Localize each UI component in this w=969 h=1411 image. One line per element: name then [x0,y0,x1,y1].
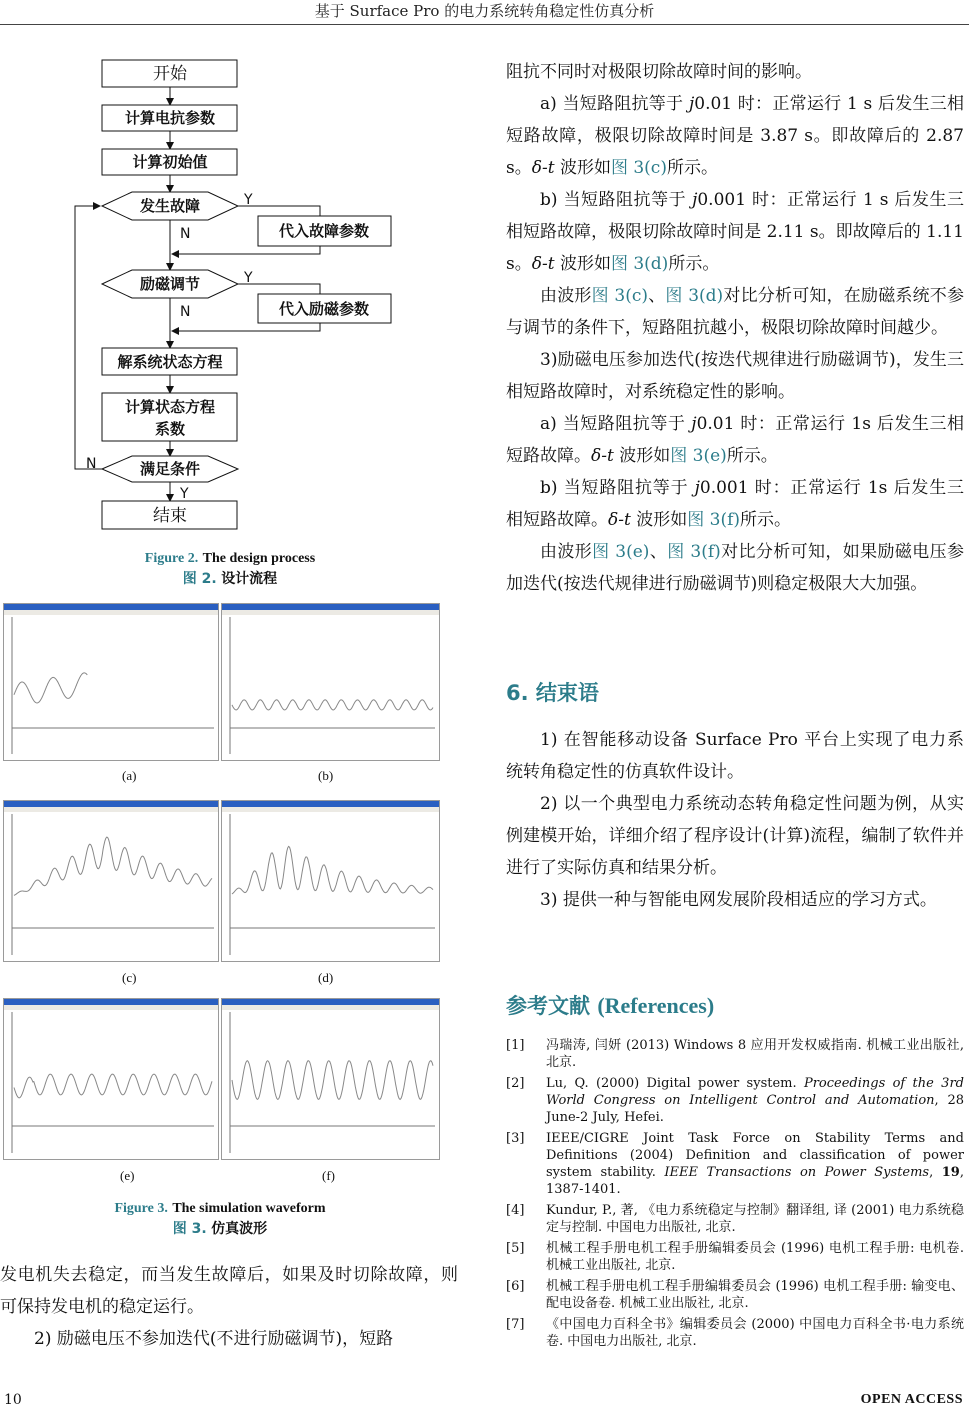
panel-label-c: (c) [122,970,137,985]
reference-item: [5] 机械工程手册电机工程手册编辑委员会 (1996) 电机工程手册: 电机卷. 机械工业出版社, 北京. [506,1241,964,1273]
flow-sub-fault-params: 代入故障参数 [278,222,370,240]
right-column-text [506,56,964,600]
figure3-label-zh: 图 3. [172,1221,207,1237]
flow-yes-condition: Y [180,486,189,502]
reference-item: [1] 冯瑞涛, 闫妍 (2013) Windows 8 应用开发权威指南. 机械工业出版社, 北京. [506,1038,964,1070]
page-number: 10 [4,1392,22,1408]
flow-calc-coef-2: 系数 [154,420,186,438]
running-header [0,0,969,21]
flow-end: 结束 [153,506,187,526]
right-paragraph-a2: a) 当短路阻抗等于 j0.01 时：正常运行 1s 后发生三相短路故障。δ-t 波形如图 3(e)所示。 [506,414,964,466]
conclusion-2: 2) 以一个典型电力系统动态转角稳定性问题为例，从实例建模开始，详细介绍了程序设计(计算)流程，编制了软件并进行了实际仿真和结果分析。 [506,794,964,878]
left-column-text [0,1259,458,1355]
reference-item: [7] 《中国电力百科全书》编辑委员会 (2000) 中国电力百科全书·电力系统卷. 中国电力出版社, 北京. [506,1317,964,1349]
flow-calc-initial: 计算初始值 [132,153,208,171]
link-fig3c[interactable]: 图 3(c) [610,158,667,178]
flow-solve-equation: 解系统状态方程 [117,353,223,371]
figure2-title-zh: 设计流程 [221,571,278,587]
waveform-trace [232,846,433,894]
sim-window-f [221,998,440,1160]
flow-fault: 发生故障 [139,197,201,215]
panel-label-a: (a) [122,768,137,783]
flow-condition: 满足条件 [139,460,201,478]
open-access-label: OPEN ACCESS [860,1392,963,1407]
right-paragraph-a1: a) 当短路阻抗等于 j0.01 时：正常运行 1 s 后发生三相短路故障，极限切除故障时间是 3.87 s。即故障后的 2.87 s。δ-t 波形如图 3(c)所示。 [506,94,965,178]
waveform-c [4,812,218,961]
flow-yes-fault: Y [244,192,253,208]
page-footer [0,1390,969,1410]
link-fig3c-2[interactable]: 图 3(c) [591,286,649,306]
flow-no-fault: N [180,226,191,242]
sim-window-a [3,603,219,761]
conclusion-text [506,724,964,916]
waveform-a [4,615,218,760]
panel-label-e: (e) [120,1168,135,1183]
waveform-d [222,812,439,961]
waveform-f [222,1010,439,1159]
figure2-title-en: The design process [202,551,316,566]
running-header-title: 基于 Surface Pro 的电力系统转角稳定性仿真分析 [314,2,655,20]
flow-no-excitation: N [180,304,191,320]
waveform-trace [232,1061,433,1100]
reference-item: [6] 机械工程手册电机工程手册编辑委员会 (1996) 电机工程手册: 输变电、配电设备卷. 机械工业出版社, 北京. [506,1279,964,1311]
waveform-trace [14,673,87,703]
flow-start: 开始 [153,64,187,84]
flow-no-condition: N [86,456,97,472]
waveform-trace [14,837,212,895]
figure3-caption [0,1198,440,1239]
reference-list [506,1037,964,1354]
flow-calc-coef-1: 计算状态方程 [124,398,216,416]
panel-label-b: (b) [318,768,334,783]
flow-sub-excitation-params: 代入励磁参数 [278,300,370,318]
sim-window-e [3,998,219,1160]
link-fig3f[interactable]: 图 3(f) [687,510,740,530]
right-paragraph-c1: 由波形图 3(c)、图 3(d)对比分析可知，在励磁系统不参与调节的条件下，短路阻抗越小，极限切除故障时间越少。 [506,286,965,338]
link-fig3e[interactable]: 图 3(e) [670,446,727,466]
conclusion-1: 1) 在智能移动设备 Surface Pro 平台上实现了电力系统转角稳定性的仿真软件设计。 [506,730,964,782]
reference-item: [4] Kundur, P., 著, 《电力系统稳定与控制》翻译组, 译 (2001) 电力系统稳定与控制. 中国电力出版社, 北京. [506,1203,964,1235]
reference-item: [2] Lu, Q. (2000) Digital power system. Proceedings of the 3rd World Congress on Intelligent Control and Automation, 28 June-2 July, Hefei. [506,1076,964,1125]
sim-window-c [3,800,219,962]
waveform-trace [14,1074,212,1098]
panel-label-d: (d) [318,970,334,985]
waveform-trace [232,700,433,710]
waveform-b [222,615,439,760]
conclusion-3: 3) 提供一种与智能电网发展阶段相适应的学习方式。 [540,890,937,910]
figure3-title-en: The simulation waveform [172,1201,326,1216]
right-paragraph-b1: b) 当短路阻抗等于 j0.001 时：正常运行 1 s 后发生三相短路故障，极限切除故障时间是 2.11 s。即故障后的 1.11 s。δ-t 波形如图 3(d)所示。 [506,190,964,274]
figure2-label-zh: 图 2. [182,571,217,587]
flowchart [60,50,420,540]
link-fig3d[interactable]: 图 3(d) [610,254,669,274]
references-title-zh: 参考文献 [506,994,590,1018]
sim-window-b [221,603,440,761]
references-title [506,990,714,1020]
flow-calc-reactance: 计算电抗参数 [124,109,216,127]
right-paragraph-b2: b) 当短路阻抗等于 j0.001 时：正常运行 1s 后发生三相短路故障。δ-t 波形如图 3(f)所示。 [506,478,965,530]
waveform-e [4,1010,218,1159]
reference-item: [3] IEEE/CIGRE Joint Task Force on Stability Terms and Definitions (2004) Definition and classification of power system stability. IEEE Transactions on Power Systems, 19, 1387-1401. [506,1131,964,1197]
section-6-title: 6. 结束语 [506,681,599,705]
link-fig3f-2[interactable]: 图 3(f) [667,542,721,562]
left-paragraph-1: 发电机失去稳定，而当发生故障后，如果及时切除故障，则可保持发电机的稳定运行。 [0,1265,458,1317]
panel-label-f: (f) [322,1168,335,1183]
right-paragraph-c2: 由波形图 3(e)、图 3(f)对比分析可知，如果励磁电压参加迭代(按迭代规律进行励磁调节)则稳定极限大大加强。 [506,542,965,594]
right-paragraph-0: 阻抗不同时对极限切除故障时间的影响。 [506,62,812,82]
figure3-title-zh: 仿真波形 [211,1221,268,1237]
figure2-label-en: Figure 2. [144,551,199,566]
sim-window-d [221,800,440,962]
header-rule [0,24,969,25]
left-paragraph-2: 2) 励磁电压不参加迭代(不进行励磁调节)，短路 [34,1329,394,1349]
link-fig3d-2[interactable]: 图 3(d) [665,286,724,306]
figure2-caption [0,548,460,589]
link-fig3e-2[interactable]: 图 3(e) [592,542,650,562]
references-title-en: (References) [597,993,715,1018]
flow-yes-excitation: Y [244,270,253,286]
flow-excitation: 励磁调节 [139,275,201,293]
figure3-label-en: Figure 3. [114,1201,168,1216]
right-paragraph-3: 3)励磁电压参加迭代(按迭代规律进行励磁调节)，发生三相短路故障时，对系统稳定性的影响。 [506,350,964,402]
